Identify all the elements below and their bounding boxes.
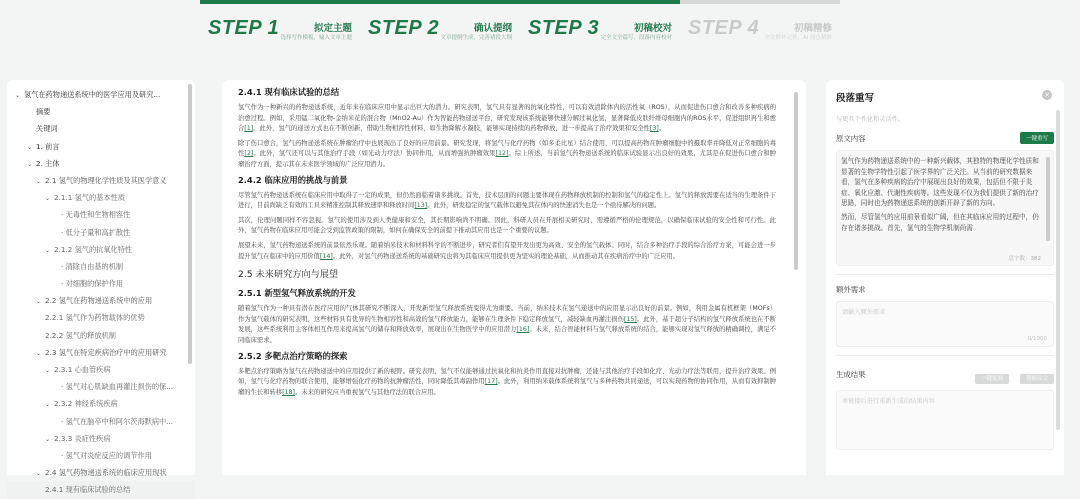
step-title: 拟定主题	[313, 23, 352, 34]
citation-link[interactable]: [2]	[244, 150, 254, 158]
outline-item-label: 2.4 氢气药物递送系统的临床应用现状	[45, 468, 167, 478]
outline-item-label: 2. 主体	[36, 158, 60, 168]
outline-item[interactable]	[7, 224, 195, 241]
outline-item[interactable]	[7, 344, 195, 361]
result-box	[836, 390, 1054, 450]
outline-item[interactable]	[7, 258, 195, 275]
outline-item[interactable]	[7, 241, 195, 258]
step-subtitle: 完全文全篇写，段落内容校对	[600, 35, 672, 41]
panel-title: 段落重写	[836, 93, 875, 104]
outline-item[interactable]	[7, 206, 195, 223]
chevron-down-icon[interactable]: ⌄	[45, 195, 51, 203]
outline-item[interactable]	[7, 120, 195, 137]
outline-item-label: 2.3.2 神经系统疾病	[54, 399, 118, 409]
chevron-down-icon[interactable]: ⌄	[36, 470, 42, 478]
panel-hint: 与更具个性化和灵活性。	[836, 116, 905, 123]
original-paragraph: 氢气作为药物递送系统中的一种新兴载体，其独特的物理化学性质和显著的生物学特性引起了医学界的广泛关注。从当前的研究数据来看，氢气在多种疾病的治疗中展现出良好的效果，包括但不限于炎症、氧化应激、代谢性疾病等。这些发现不仅为我们提供了新的治疗思路，同时也为药物递送系统的创新开辟了新的方向。	[841, 157, 1039, 208]
doc-heading: 2.5.1 新型氢气释放系统的开发	[238, 288, 356, 299]
document-editor[interactable]	[222, 80, 806, 475]
close-icon[interactable]: ×	[1042, 90, 1052, 100]
step-1[interactable]	[200, 0, 360, 62]
original-content-box[interactable]	[836, 150, 1054, 266]
chevron-down-icon[interactable]: ⌄	[27, 160, 33, 168]
citation-link[interactable]: [18]	[282, 388, 296, 396]
doc-paragraph: 其次，伦理问题同样不容忽视。氢气的使用涉及到人类健康和安全，其长期影响尚不明确。因此，科研人员在开展相关研究时，需遵循严格的伦理规范，以确保临床试验的安全性和可行性。此外，氢气药物在临床应用可能会受到监管政策的限制，如何在确保安全的前提下推动其应用也是一个重要的议题。	[238, 216, 776, 235]
extra-requirements-placeholder: 请输入额外需求	[842, 309, 886, 316]
extra-requirements-count: 0/1000	[1027, 336, 1047, 342]
outline-item[interactable]	[7, 395, 195, 412]
divider	[836, 355, 1054, 356]
doc-heading: 2.4.2 临床应用的挑战与前景	[238, 174, 348, 185]
step-title: 初稿精修	[793, 23, 832, 34]
outline-item-label: 2.1.2 氢气的抗氧化特性	[54, 244, 133, 254]
doc-heading: 2.4.1 现有临床试验的总结	[238, 87, 340, 97]
outline-item[interactable]	[7, 309, 195, 326]
char-count: 总字数：382	[1008, 256, 1041, 262]
outline-item[interactable]	[7, 481, 195, 498]
step-2[interactable]	[360, 0, 520, 62]
extra-requirements-input[interactable]	[836, 301, 1054, 347]
outline-item[interactable]	[7, 155, 195, 172]
outline-tree	[7, 80, 195, 499]
outline-item-label: 2.2.2 氢气的释放机制	[45, 330, 116, 340]
outline-item-label: · 低分子量和高扩散性	[61, 227, 131, 237]
outline-item-label: 摘要	[36, 107, 51, 117]
outline-item-label: · 无毒性和生物相容性	[61, 210, 131, 220]
original-content-label: 原文内容	[836, 133, 866, 143]
outline-item[interactable]	[7, 275, 195, 292]
outline-item[interactable]	[7, 138, 195, 155]
step-progress-bar	[520, 0, 680, 4]
extra-requirements-label: 额外需求	[836, 285, 866, 294]
step-subtitle: 选择写作模板，输入文章主题	[280, 35, 352, 41]
result-placeholder: 单链接后进行重新生成的结果内容	[842, 398, 935, 405]
citation-link[interactable]: [17]	[484, 378, 498, 386]
document-scrollbar[interactable]	[794, 92, 798, 270]
chevron-down-icon[interactable]: ⌄	[36, 177, 42, 185]
step-4[interactable]	[680, 0, 840, 62]
chevron-down-icon[interactable]: ⌄	[45, 435, 51, 443]
copy-result-button[interactable]: 一键复制	[975, 374, 1009, 384]
step-number: STEP 3	[528, 17, 600, 39]
outline-item[interactable]	[7, 430, 195, 447]
outline-item-label: 2.2.1 氢气作为药物载体的优势	[45, 313, 145, 323]
outline-item[interactable]	[7, 327, 195, 344]
outline-item-label: · 氢气在脑卒中和阿尔茨海默病中...	[61, 416, 174, 426]
outline-item[interactable]	[7, 189, 195, 206]
panel-scrollbar[interactable]	[1056, 110, 1060, 430]
doc-paragraph: 尽管氢气药物递送系统在临床应用中取得了一定的成果，但仍然面临着诸多挑战。首先，技术层面的问题主要体现在药物释放机制的控制和氢气的稳定性上。氢气的释放需要在适当的生理条件下进行，目前尚缺乏有效的工具来精准控制其释放速率和释放时间[13]。此外，研发稳定的氢气载体以避免其在体内的快速消失也是一个亟待解决的问题。	[238, 191, 776, 210]
citation-link[interactable]: [13]	[414, 202, 428, 210]
paragraph-rewrite-panel	[826, 80, 1064, 475]
step-title: 确认提纲	[473, 23, 512, 34]
outline-item-label: 2.3 氢气在特定疾病治疗中的应用研究	[45, 347, 167, 357]
outline-item-label: · 氢气对炎症反应的调节作用	[61, 450, 152, 460]
outline-item-label: 2.2 氢气在药物递送系统中的应用	[45, 296, 153, 306]
step-number: STEP 4	[688, 17, 760, 39]
citation-link[interactable]: [12]	[495, 150, 509, 158]
outline-item[interactable]	[7, 103, 195, 120]
chevron-down-icon[interactable]: ⌄	[45, 367, 51, 374]
document-body[interactable]	[222, 80, 806, 398]
chevron-down-icon[interactable]: ⌄	[45, 401, 51, 409]
outline-item[interactable]	[7, 447, 195, 464]
outline-item-label: 2.4.1 现有临床试验的总结	[45, 485, 131, 495]
step-number: STEP 1	[208, 17, 280, 39]
doc-heading: 2.5 未来研究方向与展望	[238, 269, 339, 281]
citation-link[interactable]: [15]	[623, 315, 637, 323]
citation-link[interactable]: [14]	[319, 252, 333, 260]
chevron-down-icon[interactable]: ⌄	[15, 92, 21, 99]
outline-scrollbar[interactable]	[188, 84, 192, 364]
result-label: 生成结果	[836, 370, 866, 379]
doc-paragraph: 多靶点治疗策略为氢气在药物递送中的应用提供了新的视野。研究表明，氢气不仅能够通过抗氧化和抗炎作用直接对抗肿瘤，还能与其他治疗手段如化疗、光动力疗法等联用，提升治疗效果。例如，氢气与化疗药物的联合使用，能够增强化疗药物的抗肿瘤活性，同时降低其毒副作用[17]。此外，利用纳米载体系统将氢气与多种药物共同递送，可以实现药物的协同作用，从而有效抑制肿瘤的生长和转移[18]。未来的研究应当重视氢气与其他疗法的联合应用。	[238, 367, 777, 396]
outline-item-label: · 对细胞的保护作用	[61, 279, 124, 289]
step-progress-bar	[360, 0, 520, 4]
original-scrollbar[interactable]	[1046, 157, 1050, 241]
doc-heading: 2.5.2 多靶点治疗策略的探索	[238, 350, 348, 361]
citation-link[interactable]: [3]	[649, 125, 659, 133]
original-paragraph: 然而，尽管氢气的应用前景看似广阔，但在其临床应用的过程中，仍存在诸多挑战。首先，氢气的生物学机制尚需	[841, 212, 1039, 232]
step-progress-bar	[200, 0, 360, 4]
outline-sidebar	[7, 80, 195, 495]
step-subtitle: 文章提纲生成，完善诸段大纲	[440, 35, 512, 41]
rewrite-button[interactable]: 一键重写	[1020, 132, 1054, 144]
doc-paragraph: 氢气作为一种新兴的药物递送系统，近年来在临床应用中显示出巨大的潜力。研究表明，氢气具有显著的抗氧化特性，可以有效清除体内的活性氧（ROS），从而促进伤口愈合和改善多种疾病的治愈过程。例如，采用锰二氧化物-金纳米花的混合物（MnO2-Au）作为智能药物递送平台，研究发现该系统能够快速分解过氧化氢，显著降低皮肤纤维母细胞内的ROS水平，促进组织再生和愈合[1]。此外，氢气的递送方式也在不断创新，借助生物相容性材料，如生物降解水凝胶，能够实现持续的药物释放，进一步提高了治疗效果和安全性[3]。	[238, 104, 776, 133]
chevron-down-icon[interactable]: ⌄	[45, 246, 51, 254]
stepper	[200, 0, 840, 62]
step-title: 初稿校对	[633, 23, 672, 34]
citation-link[interactable]: [1]	[244, 125, 254, 133]
chevron-down-icon[interactable]: ⌄	[36, 298, 42, 306]
outline-item[interactable]	[7, 172, 195, 189]
divider	[836, 274, 1054, 275]
outline-item-label: · 氢气对心肌缺血再灌注损伤的保...	[61, 382, 174, 392]
outline-item-label: 关键词	[36, 124, 58, 134]
outline-item[interactable]	[7, 464, 195, 481]
chevron-down-icon[interactable]: ⌄	[36, 349, 42, 357]
outline-item-label: 2.1.1 氢气的基本性质	[54, 193, 125, 203]
outline-item-label: 1. 前言	[36, 141, 60, 151]
replace-original-button[interactable]: 替换原文	[1020, 374, 1054, 384]
outline-item-label: · 清除自由基的机制	[61, 261, 124, 271]
step-progress-bar	[680, 0, 840, 4]
citation-link[interactable]: [16]	[516, 326, 530, 334]
outline-item[interactable]	[7, 86, 195, 103]
outline-item-label: 氢气在药物递送系统中的医学应用及研究...	[24, 90, 161, 99]
outline-item-label: 2.3.3 炎症性疾病	[54, 433, 111, 443]
outline-item-label: 2.3.1 心血管疾病	[54, 365, 111, 374]
doc-paragraph: 除了伤口愈合，氢气药物递送系统在肿瘤治疗中也展现出了良好的应用前景。研究发现，将氢气与化疗药物（如多柔比星）结合使用，可以提高药物在肿瘤细胞中的摄取率并降低对正常细胞的毒性[2]。此外，氢气还可以与其他治疗手段（如光动力疗法）协同作用，从而增强抗肿瘤效果[12]。综上所述，当前氢气药物递送系统的临床试验显示出良好的效果，尤其是在促进伤口愈合和肿瘤治疗方面，提示其在未来医学领域的广泛应用潜力。	[238, 139, 777, 168]
outline-item[interactable]	[7, 292, 195, 309]
doc-paragraph: 随着氢气作为一种具有潜在医疗应用的气体其研究不断深入，开发新型氢气释放系统变得尤为重要。当前，纳米技术在氢气递送中的应用显示出良好的前景。例如，利用金属有机框架（MOFs）作为氢气载体的研究表明，这些材料具有优异的生物相容性和高效的氢气释放能力，能够在生理条件下稳定释放氢气，减轻缺血再灌注损伤[15]。此外，基于超分子结构的氢气释放系统也在不断发展，这些系统利用主客体相互作用来提高氢气的储存和释放效率，展现出在生物医学中的应用潜力[16]。未来，结合智能材料与氢气释放系统的结合，能够实现对氢气释放的精确调控，满足不同临床需求。	[238, 305, 777, 344]
doc-paragraph: 展望未来，氢气药物递送系统的前景依然乐观。随着纳米技术和材料科学的不断进步，研究者们有望开发出更为高效、安全的氢气载体。同时，结合多种治疗手段的综合治疗方案，可能会进一步提升氢气在临床中的应用价值[14]。此外，对氢气药物递送系统的基础研究也将为其临床应用提供更为坚实的理论基础，从而推动其在疾病治疗中的广泛应用。	[238, 241, 776, 260]
chevron-down-icon[interactable]: ⌄	[27, 143, 33, 151]
outline-item[interactable]	[7, 361, 195, 378]
outline-item[interactable]	[7, 378, 195, 395]
step-number: STEP 2	[368, 17, 440, 39]
outline-item-label: 2.1 氢气的物理化学性质及其医学意义	[45, 175, 167, 185]
outline-item[interactable]	[7, 413, 195, 430]
step-subtitle: 全文修补完善，AI 润色精修	[764, 35, 832, 41]
step-3[interactable]	[520, 0, 680, 62]
